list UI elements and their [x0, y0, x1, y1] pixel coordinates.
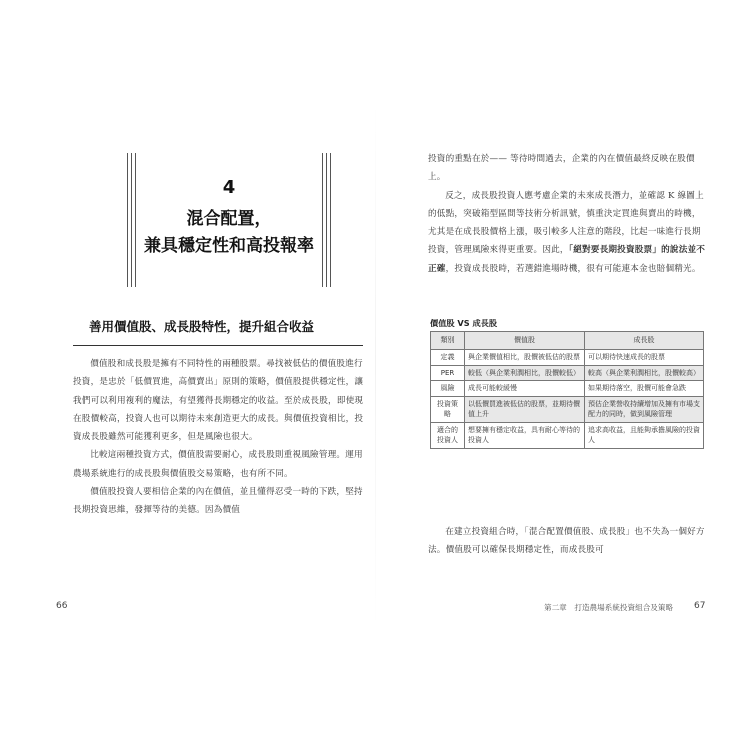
table-cell: 成長可能較緩慢 [465, 381, 585, 397]
paragraph: 投資的重點在於—— 等待時間過去，企業的內在價值最終反映在股價上。 [428, 154, 695, 183]
table-cell: 較高（與企業利潤相比，股價較高） [585, 365, 704, 381]
table-cell: 如果期待落空，股價可能會急跌 [585, 381, 704, 397]
table-cell: 預估企業營收持續增加及擁有市場支配力的同時，做到風險管理 [585, 396, 704, 422]
paragraph: 在建立投資組合時，「混合配置價值股、成長股」也不失為一個好方法。價值股可以確保長期穩定性，而成長股可 [428, 527, 705, 556]
emphasized-text: 「絕對要長期投資股票」的說法並不正確 [428, 245, 706, 274]
paragraph-text: 反之，成長股投資人應考慮企業的未來成長潛力，並確認 K 線圖上的低點，突破箱型區間等技術分析訊號，慎重決定買進與賣出的時機，尤其是在成長股價格上漲，吸引較多人注意的階段，比起一味進行長期投資，管理風險來得更重要。因此， [428, 190, 704, 256]
table-cell: 想要擁有穩定收益，具有耐心等待的投資人 [465, 422, 585, 448]
paragraph: 價值股和成長股是擁有不同特性的兩種股票。尋找被低估的價值股進行投資，是忠於「低價買進，高價賣出」原則的策略，價值股提供穩定性，讓我們可以利用複利的魔法，有望獲得長期穩定的收益。至於成長股，即使現在股價較高，投資人也可以期待未來創造更大的成長。與價值投資相比，投資成長股雖然可能獲利更多，但是風險也很大。 [73, 359, 364, 443]
table-header-row [431, 332, 704, 350]
chapter-title-line-1: 混合配置， [186, 209, 272, 229]
table-header-cell: 成長股 [585, 332, 704, 350]
table-header-cell: 類別 [431, 332, 465, 350]
running-head: 第二章 打造農場系統投資組合及策略 [544, 603, 674, 612]
table-row [431, 365, 704, 381]
paragraph: 比較這兩種投資方式，價值股需要耐心，成長股則重視風險管理。運用農場系統進行的成長股與價值股交易策略，也有所不同。 [73, 450, 363, 479]
page-number-right: 67 [694, 601, 706, 611]
table-caption: 價值股 VS 成長股 [430, 318, 498, 328]
table-row-header: PER [431, 365, 465, 381]
right-body-text-top [428, 150, 708, 278]
right-body-text-bottom [428, 523, 708, 560]
chapter-title-line-2: 兼具穩定性和高投報率 [144, 236, 314, 256]
table-cell: 與企業價值相比，股價被低估的股票 [465, 350, 585, 366]
table-row-header: 投資策略 [431, 396, 465, 422]
table-row [431, 422, 704, 448]
table-cell: 以低價買進被低估的股票，並期待價值上升 [465, 396, 585, 422]
chapter-title-box [127, 153, 331, 287]
table-row-header: 適合的投資人 [431, 422, 465, 448]
chapter-number: 4 [222, 177, 236, 198]
comparison-table [430, 331, 704, 449]
table-row-header: 風險 [431, 381, 465, 397]
left-body-text [73, 355, 365, 520]
page-number-left: 66 [56, 601, 68, 611]
chapter-title [127, 206, 331, 260]
table-cell: 較低（與企業利潤相比，股價較低） [465, 365, 585, 381]
section-heading: 善用價值股、成長股特性，提升組合收益 [89, 319, 315, 334]
table-header-cell: 價值股 [465, 332, 585, 350]
section-divider [73, 345, 363, 346]
paragraph-text: ，投資成長股時，若選錯進場時機，很有可能連本金也賠個精光。 [445, 263, 701, 274]
table-row [431, 396, 704, 422]
book-gutter [375, 100, 376, 630]
table-row [431, 350, 704, 366]
table-cell: 可以期待快速成長的股票 [585, 350, 704, 366]
table-row-header: 定義 [431, 350, 465, 366]
table-cell: 追求高收益，且能夠承擔風險的投資人 [585, 422, 704, 448]
table-row [431, 381, 704, 397]
paragraph [428, 187, 708, 278]
paragraph: 價值股投資人要相信企業的內在價值，並且懂得忍受一時的下跌，堅持長期投資思維，發揮等待的美德。因為價值 [73, 487, 363, 516]
